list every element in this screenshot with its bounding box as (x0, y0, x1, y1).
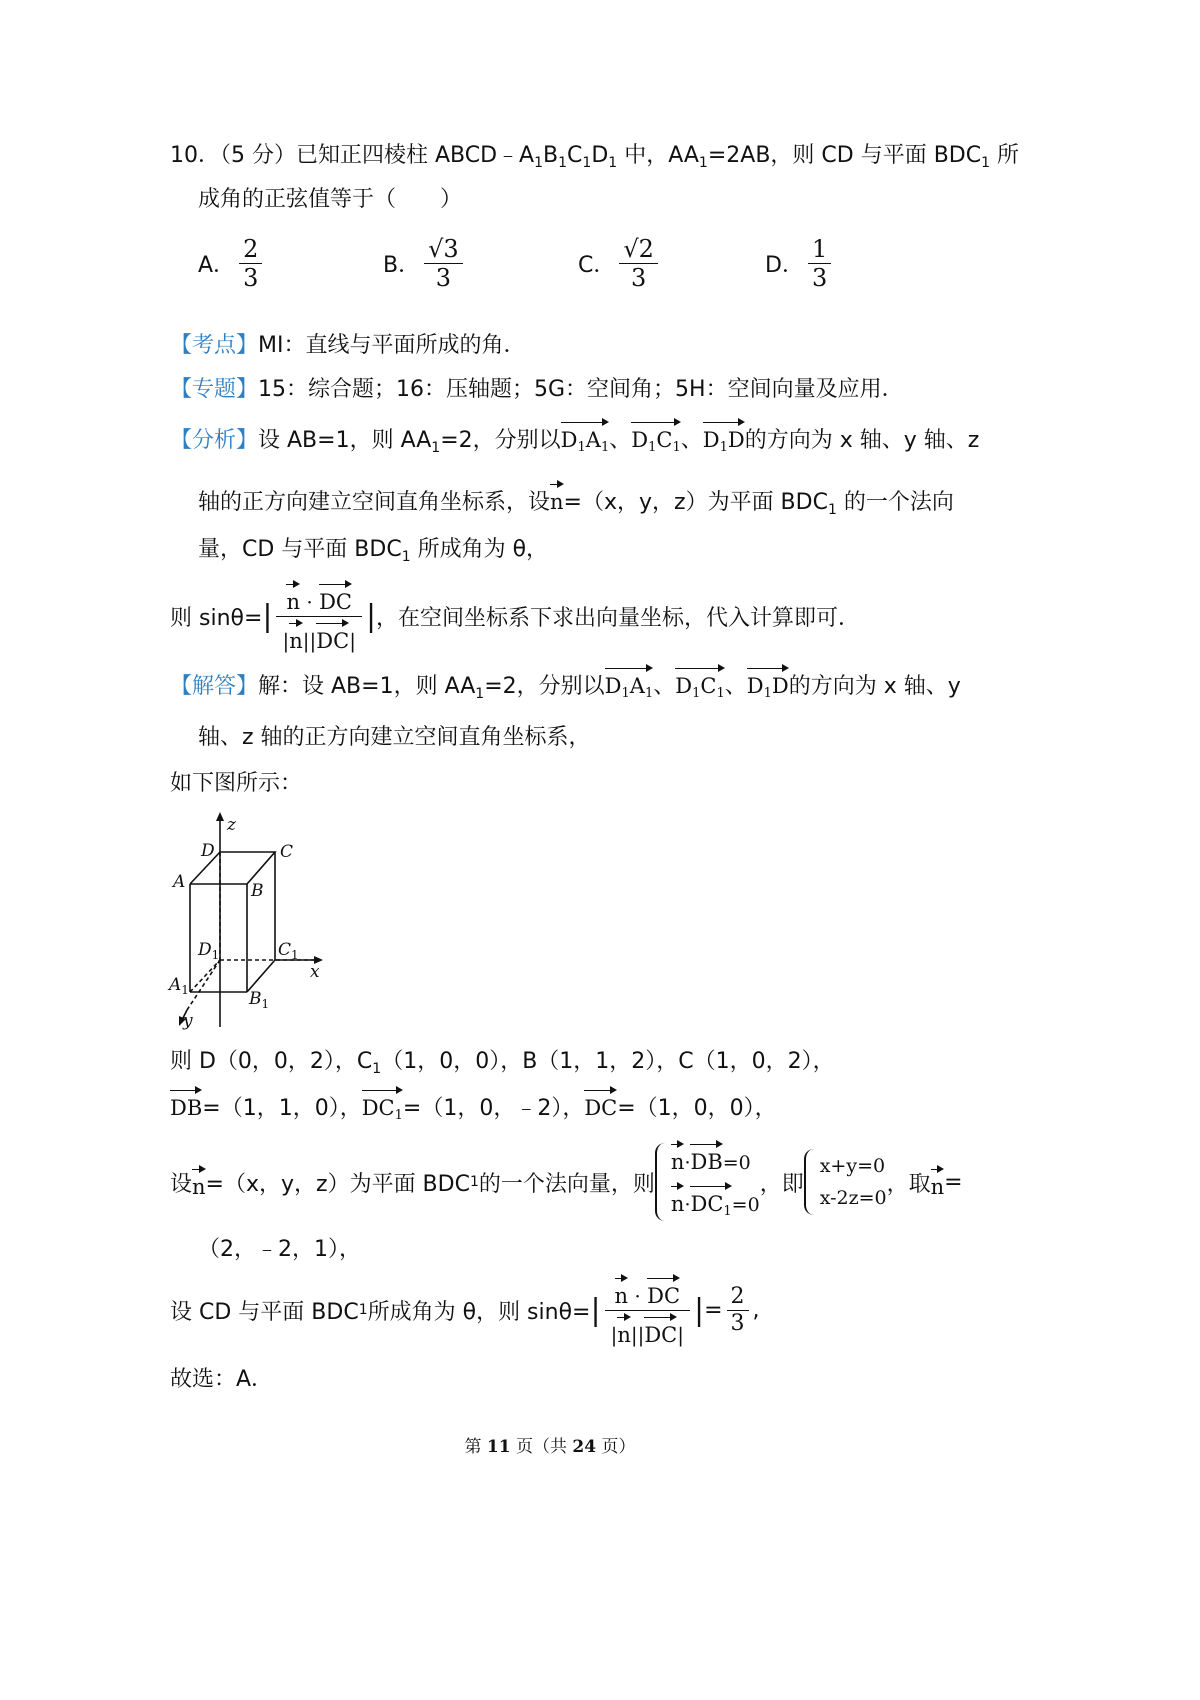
zhuanti-line: 【专题】15：综合题；16：压轴题；5G：空间角；5H：空间向量及应用． (170, 377, 904, 402)
fenxi-line-4: 则 sinθ= | $\frac{n \cdot DC}{|n||DC|}$ | ，在空间坐标系下求出向量坐标，代入计算即可． (170, 582, 860, 650)
sin-fraction: $\frac{n \cdot DC}{|n||DC|}$ (273, 580, 366, 653)
result-fraction: $\frac{2}{3}$ (727, 1284, 749, 1337)
normal-value-line: （2，﹣2，1）， (198, 1237, 361, 1262)
fraction: $\frac{2}{3}$ (239, 235, 262, 292)
label-a1: $A_1$ (169, 975, 189, 997)
edge-a1d1 (190, 960, 220, 992)
kaodian-tag: 【考点】 (170, 333, 259, 358)
kaodian-line: 【考点】MI：直线与平面所成的角． (170, 333, 526, 358)
label-c1: $C_1$ (278, 940, 299, 962)
vectors-line: DB=（1，1，0），$DC_1=(1$，0，﹣2），DC=（1，0，0）， (170, 1086, 777, 1130)
vector-d1c1: $D_1C_1$ (631, 418, 680, 452)
label-z: z (227, 815, 236, 835)
label-y: y (183, 1011, 193, 1031)
fraction: $\frac{√3}{3}$ (424, 235, 463, 292)
fenxi-tag: 【分析】 (170, 428, 259, 453)
option-d: D． $\frac{1}{3}$ (765, 228, 835, 298)
page-footer: 第 11 页（共 24 页） (464, 1437, 636, 1457)
vector-n: n (931, 1165, 945, 1199)
vector-d1d: $D_1D$ (703, 418, 745, 452)
fraction: $\frac{1}{3}$ (808, 235, 831, 292)
sin-fraction: $\frac{n \cdot DC}{|n||DC|}$ (601, 1274, 694, 1347)
option-b: B． $\frac{√3}{3}$ (383, 228, 467, 298)
vector-dc1: $DC_1$ (362, 1086, 403, 1120)
z-arrow (216, 812, 224, 821)
y-axis-dashed (187, 960, 220, 1010)
jieda-line-1: 【解答】解：设 AB=1，则 $AA_1=2$，分别以$D_1A_1$、$D_1C_1$、$D_1D$的方向为 x 轴、y (170, 664, 961, 708)
vector-d1a1: $D_1A_1$ (605, 664, 654, 698)
label-d1: $D_1$ (198, 940, 220, 962)
fraction: $\frac{√2}{3}$ (619, 235, 658, 292)
vector-d1d: $D_1D$ (747, 664, 789, 698)
zhuanti-tag: 【专题】 (170, 377, 259, 402)
vector-d1c1: $D_1C_1$ (675, 664, 724, 698)
question-line-2: 成角的正弦值等于（ ） (198, 187, 463, 212)
label-d: D (201, 841, 215, 861)
option-c: C． $\frac{√2}{3}$ (578, 228, 662, 298)
label-x: x (310, 962, 320, 982)
jieda-tag: 【解答】 (170, 674, 259, 699)
label-b: B (251, 881, 264, 901)
vector-dc: DC (584, 1086, 617, 1120)
label-c: C (280, 842, 294, 862)
fenxi-line-2: 轴的正方向建立空间直角坐标系，设n=（x，y，z）为平面 $BDC_1$ 的一个法向 (198, 480, 954, 524)
prism-figure (165, 812, 335, 1032)
jieda-line-3: 如下图所示： (170, 771, 303, 796)
vector-n: n (550, 480, 564, 514)
fenxi-line-3: 量，CD 与平面 $BDC_1$ 所成角为 θ， (198, 537, 549, 565)
edge-b1c1 (247, 960, 275, 992)
conclusion: 故选：A． (170, 1367, 274, 1392)
option-a: A． $\frac{2}{3}$ (198, 228, 266, 298)
jieda-line-2: 轴、z 轴的正方向建立空间直角坐标系， (198, 725, 591, 750)
equation-system-coords: x+y=0 x-2z=0 (804, 1149, 887, 1215)
angle-line: 设 CD 与平面 BDC 1 所成角为 θ，则 sinθ= | $\frac{n \cdot DC}{|n||DC|}$ | = $\frac{2}{3}$ , (170, 1276, 760, 1344)
fenxi-line-1: 【分析】设 AB=1，则 $AA_1=2$，分别以$D_1A_1$、$D_1C_1$、$D_1D$的方向为 x 轴、y 轴、z (170, 418, 979, 462)
label-b1: $B_1$ (249, 989, 270, 1011)
equation-system-vectors: n·DB=0 $n\cdot DC_1=0$ (655, 1140, 760, 1224)
vector-db: DB (170, 1086, 202, 1120)
coords-line: 则 D（0，0，2），$C_1(1$，0，0），B（1，1，2），C（1，0，2）， (170, 1049, 835, 1077)
question-line-1: 10．（5 分）已知正四棱柱 $ABCD﹣A_1B_1C_1D_1$ 中，$AA_1=2AB$，则 CD 与平面 $BDC_1$ 所 (170, 143, 1020, 171)
vector-n: n (192, 1165, 206, 1199)
label-a: A (173, 872, 186, 892)
vector-d1a1: $D_1A_1$ (561, 418, 610, 452)
normal-line: 设 n =（x，y，z）为平面 BDC 1 的一个法向量，则 n·DB=0 $n\cdot DC_1=0$ ，即 x+y=0 x-2z=0 ，取 n = (170, 1140, 963, 1224)
